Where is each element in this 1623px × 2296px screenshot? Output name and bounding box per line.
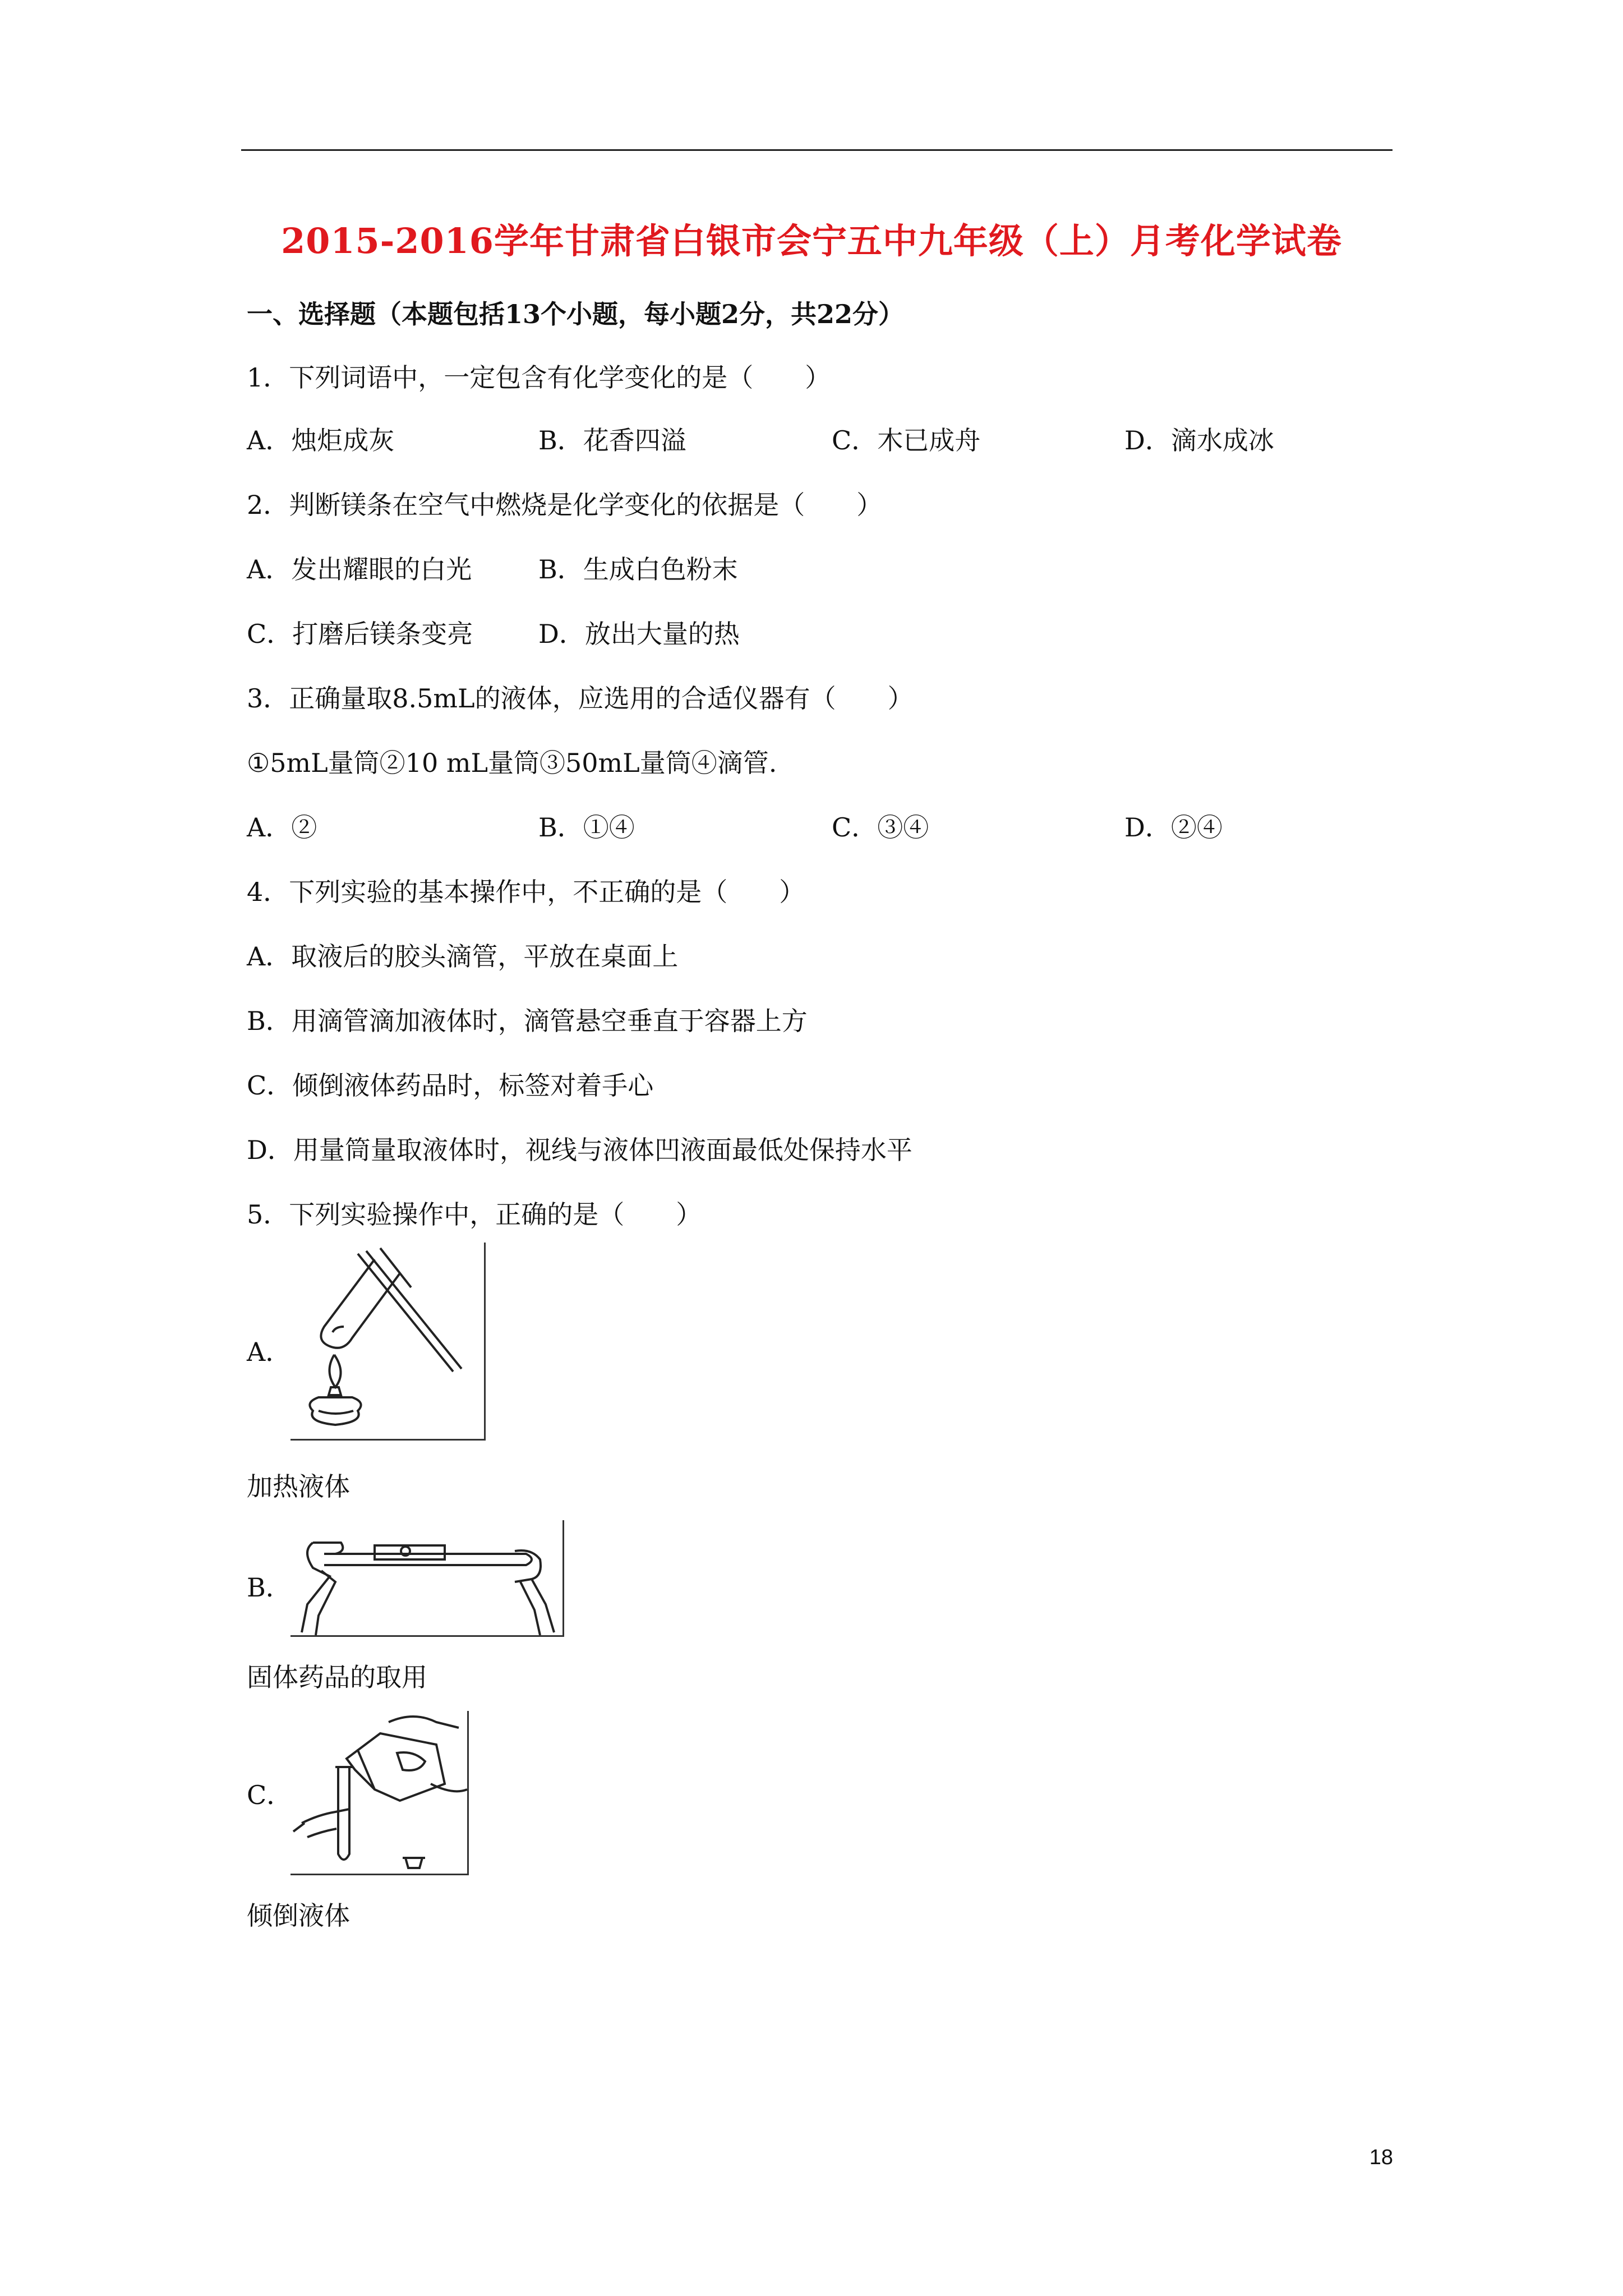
question-5-stem: 5．下列实验操作中，正确的是（ ） — [247, 1199, 702, 1230]
q3-option-b: B．①④ — [538, 812, 635, 843]
q5-option-a-caption: 加热液体 — [247, 1471, 350, 1502]
q1-option-a: A．烛炬成灰 — [247, 425, 395, 455]
q4-option-c: C．倾倒液体药品时，标签对着手心 — [247, 1070, 654, 1101]
q3-option-a: A．② — [247, 812, 317, 843]
solid-reagent-illustration — [291, 1520, 564, 1637]
header-rule — [241, 149, 1393, 151]
pouring-liquid-illustration — [291, 1711, 469, 1875]
q5-option-a-letter: A． — [247, 1337, 292, 1367]
q3-option-d: D．②④ — [1124, 812, 1223, 843]
question-1-stem: 1．下列词语中，一定包含有化学变化的是（ ） — [247, 362, 831, 393]
q5-option-b-caption: 固体药品的取用 — [247, 1662, 427, 1692]
section-heading: 一、选择题（本题包括13个小题，每小题2分，共22分） — [247, 299, 905, 329]
q1-option-c: C．木已成舟 — [832, 425, 981, 455]
page-title: 2015-2016学年甘肃省白银市会宁五中九年级（上）月考化学试卷 — [281, 220, 1342, 261]
q5-option-c-caption: 倾倒液体 — [247, 1901, 350, 1931]
q2-option-c: C．打磨后镁条变亮 — [247, 619, 473, 649]
q3-option-c: C．③④ — [832, 812, 929, 843]
heating-liquid-illustration — [291, 1243, 486, 1441]
q2-option-a: A．发出耀眼的白光 — [247, 554, 472, 585]
q2-option-d: D．放出大量的热 — [538, 619, 740, 649]
q1-option-d: D．滴水成冰 — [1124, 425, 1274, 455]
q4-option-d: D．用量筒量取液体时，视线与液体凹液面最低处保持水平 — [247, 1135, 912, 1165]
page-number: 18 — [1369, 2146, 1393, 2169]
q1-option-b: B．花香四溢 — [538, 425, 686, 455]
q2-option-b: B．生成白色粉末 — [538, 554, 738, 585]
q4-option-a: A．取液后的胶头滴管，平放在桌面上 — [247, 941, 679, 972]
q5-option-b-letter: B． — [247, 1572, 292, 1603]
question-2-stem: 2．判断镁条在空气中燃烧是化学变化的依据是（ ） — [247, 490, 883, 520]
question-4-stem: 4．下列实验的基本操作中，不正确的是（ ） — [247, 877, 805, 907]
q4-option-b: B．用滴管滴加液体时，滴管悬空垂直于容器上方 — [247, 1006, 808, 1036]
question-3-note: ①5mL量筒②10 mL量筒③50mL量筒④滴管. — [247, 748, 777, 778]
q5-option-c-letter: C． — [247, 1780, 293, 1810]
question-3-stem: 3．正确量取8.5mL的液体，应选用的合适仪器有（ ） — [247, 683, 914, 714]
